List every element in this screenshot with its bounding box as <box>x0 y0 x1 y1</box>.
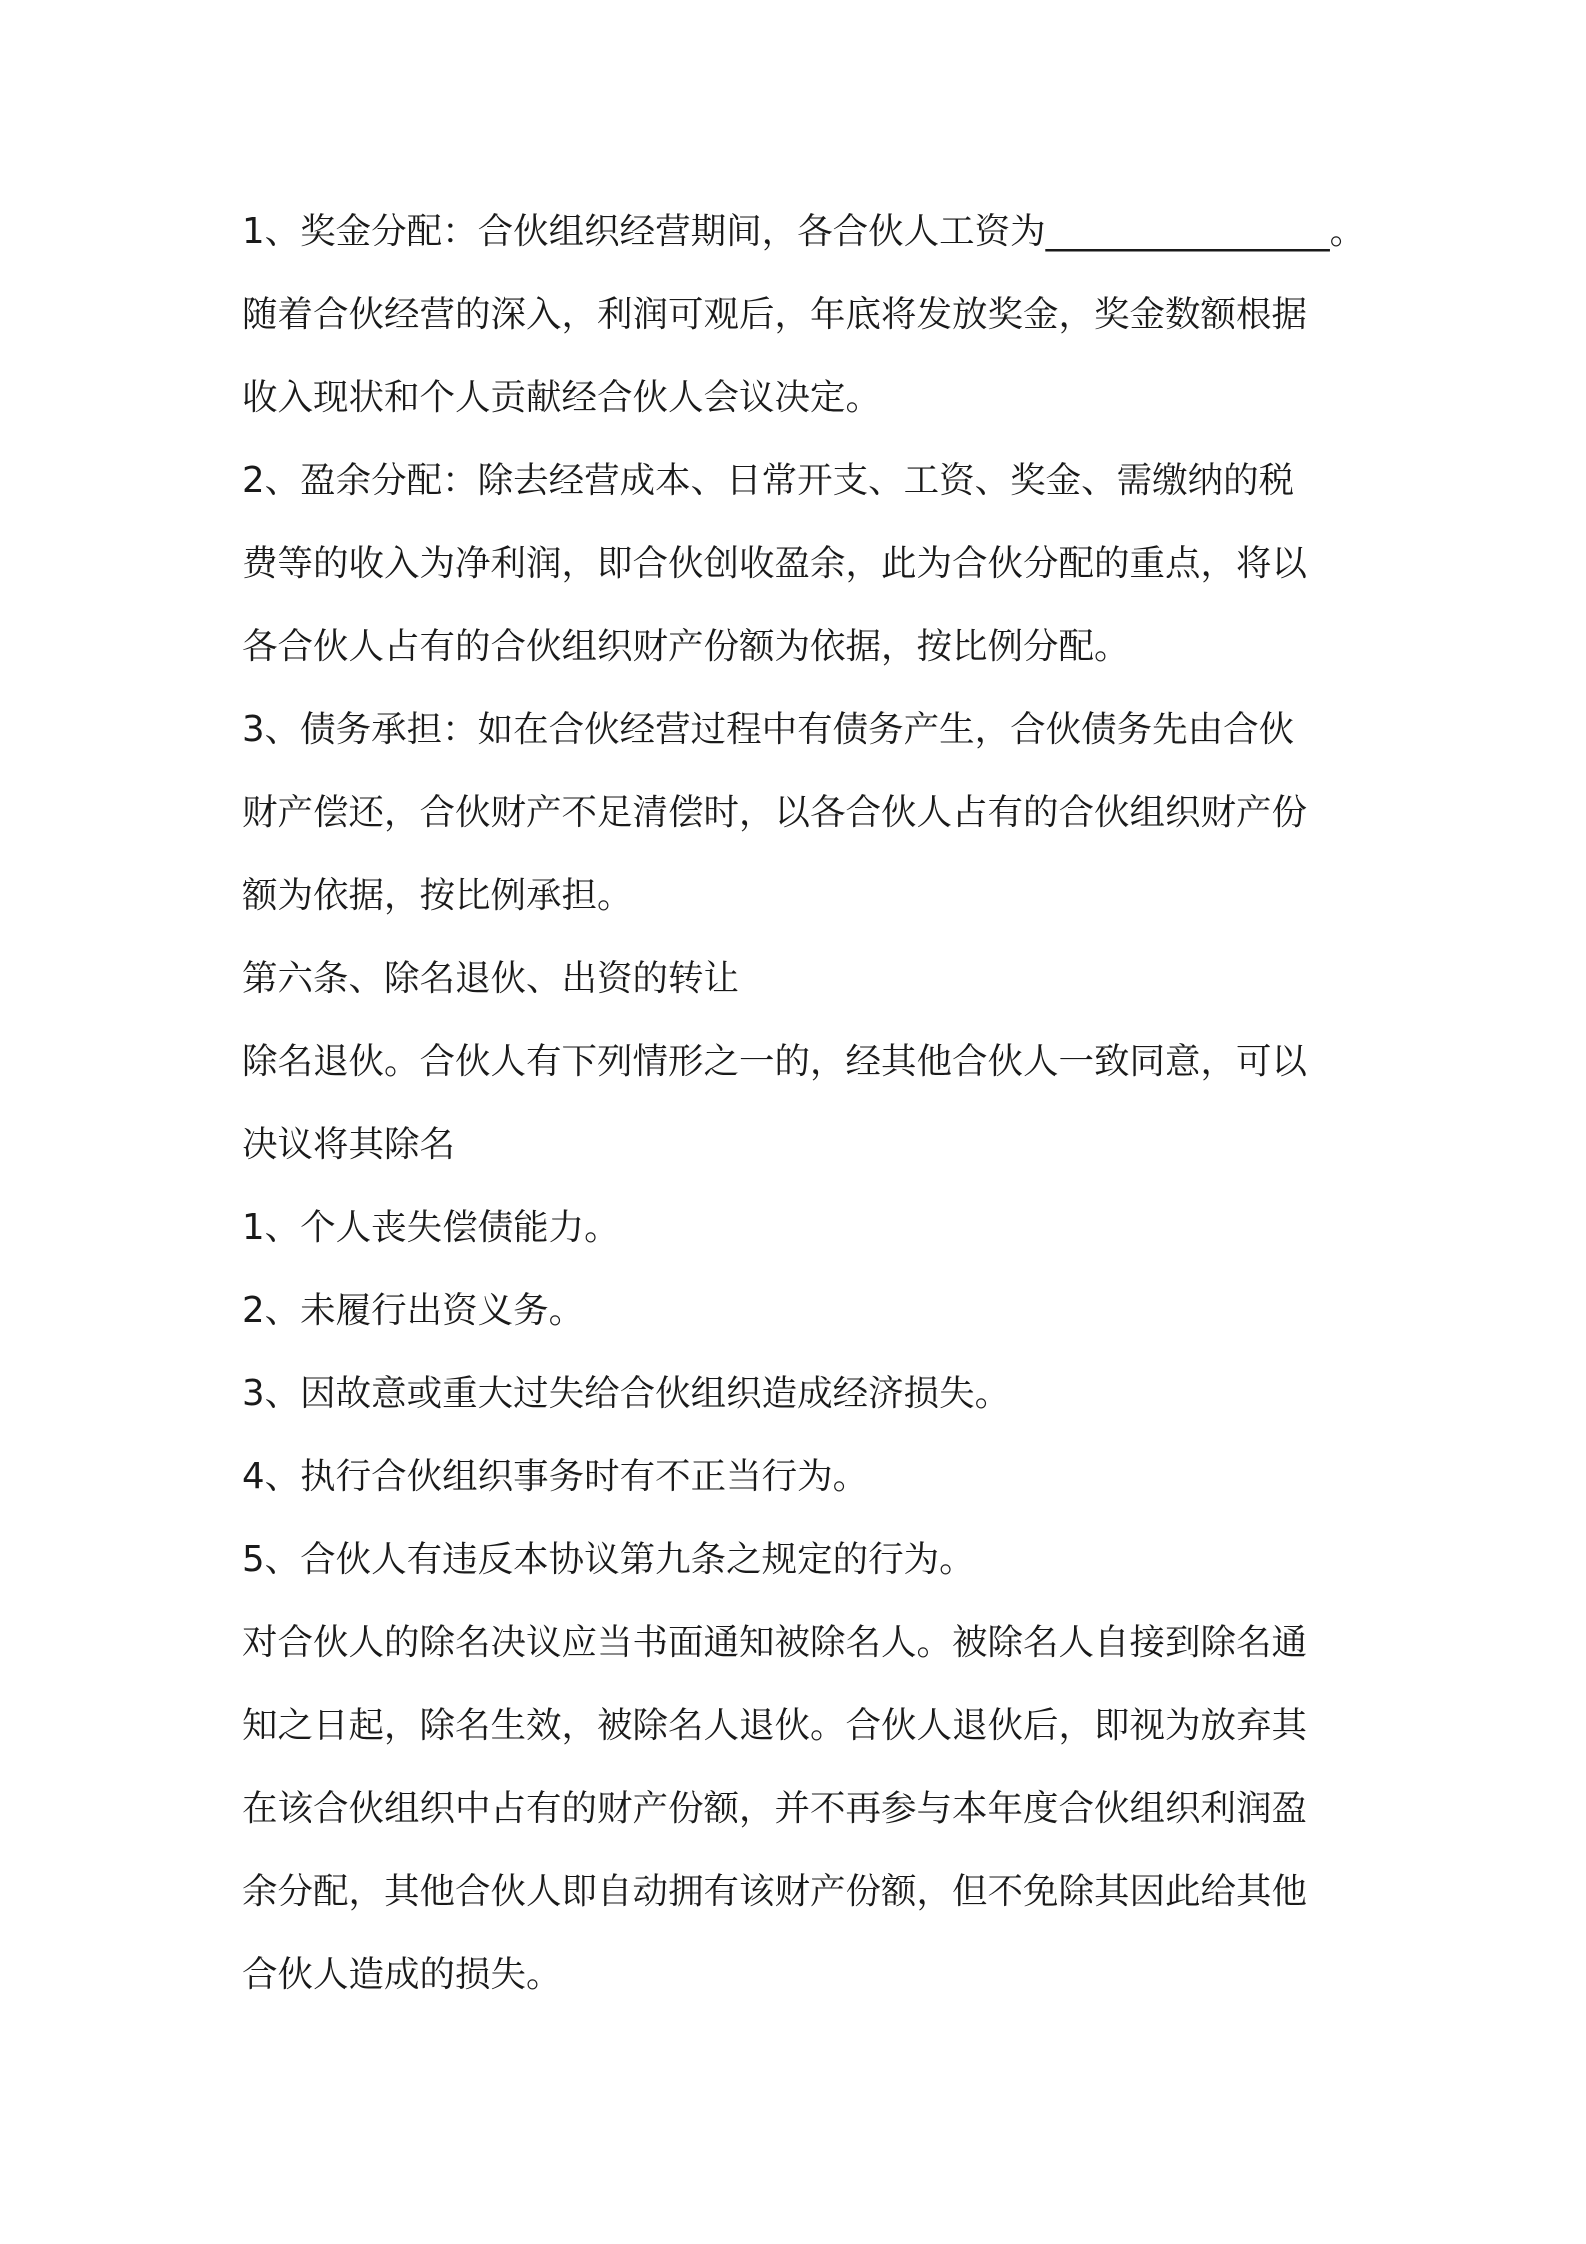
text-line: 1、个人丧失偿债能力。 <box>242 1207 620 1248</box>
text-line: 各合伙人占有的合伙组织财产份额为依据，按比例分配。 <box>242 626 1130 667</box>
text-line: 收入现状和个人贡献经合伙人会议决定。 <box>242 377 882 418</box>
paragraph-expulsion-item-2 <box>242 1269 1372 1352</box>
text-line: 3、因故意或重大过失给合伙组织造成经济损失。 <box>242 1373 1011 1414</box>
text-line: 费等的收入为净利润，即合伙创收盈余，此为合伙分配的重点，将以 <box>242 543 1308 584</box>
document-body <box>242 190 1372 2016</box>
text-line: 对合伙人的除名决议应当书面通知被除名人。被除名人自接到除名通 <box>242 1622 1308 1663</box>
paragraph-expulsion-item-5 <box>242 1518 1372 1601</box>
text-line: 在该合伙组织中占有的财产份额，并不再参与本年度合伙组织利润盈 <box>242 1788 1308 1829</box>
text-line: 财产偿还，合伙财产不足清偿时，以各合伙人占有的合伙组织财产份 <box>242 792 1308 833</box>
paragraph-surplus-allocation <box>242 439 1372 688</box>
text-line: 3、债务承担：如在合伙经营过程中有债务产生，合伙债务先由合伙 <box>242 709 1295 750</box>
text-line: 2、盈余分配：除去经营成本、日常开支、工资、奖金、需缴纳的税 <box>242 460 1295 501</box>
paragraph-expulsion-item-4 <box>242 1435 1372 1518</box>
paragraph-article-six-heading <box>242 937 1372 1020</box>
text-line: 2、未履行出资义务。 <box>242 1290 585 1331</box>
paragraph-expulsion-item-1 <box>242 1186 1372 1269</box>
text-line: 额为依据，按比例承担。 <box>242 875 633 916</box>
text-line: 4、执行合伙组织事务时有不正当行为。 <box>242 1456 869 1497</box>
text-line: 5、合伙人有违反本协议第九条之规定的行为。 <box>242 1539 975 1580</box>
text-line: 1、奖金分配：合伙组织经营期间，各合伙人工资为________________。 <box>242 211 1366 252</box>
text-line: 第六条、除名退伙、出资的转让 <box>242 958 740 999</box>
paragraph-expulsion-intro <box>242 1020 1372 1186</box>
paragraph-debt-bearing <box>242 688 1372 937</box>
paragraph-bonus-allocation <box>242 190 1372 439</box>
text-line: 除名退伙。合伙人有下列情形之一的，经其他合伙人一致同意，可以 <box>242 1041 1308 1082</box>
text-line: 决议将其除名 <box>242 1124 456 1165</box>
text-line: 合伙人造成的损失。 <box>242 1954 562 1995</box>
text-line: 余分配，其他合伙人即自动拥有该财产份额，但不免除其因此给其他 <box>242 1871 1308 1912</box>
paragraph-expulsion-notice <box>242 1601 1372 2016</box>
text-line: 知之日起，除名生效，被除名人退伙。合伙人退伙后，即视为放弃其 <box>242 1705 1308 1746</box>
text-line: 随着合伙经营的深入，利润可观后，年底将发放奖金，奖金数额根据 <box>242 294 1308 335</box>
paragraph-expulsion-item-3 <box>242 1352 1372 1435</box>
